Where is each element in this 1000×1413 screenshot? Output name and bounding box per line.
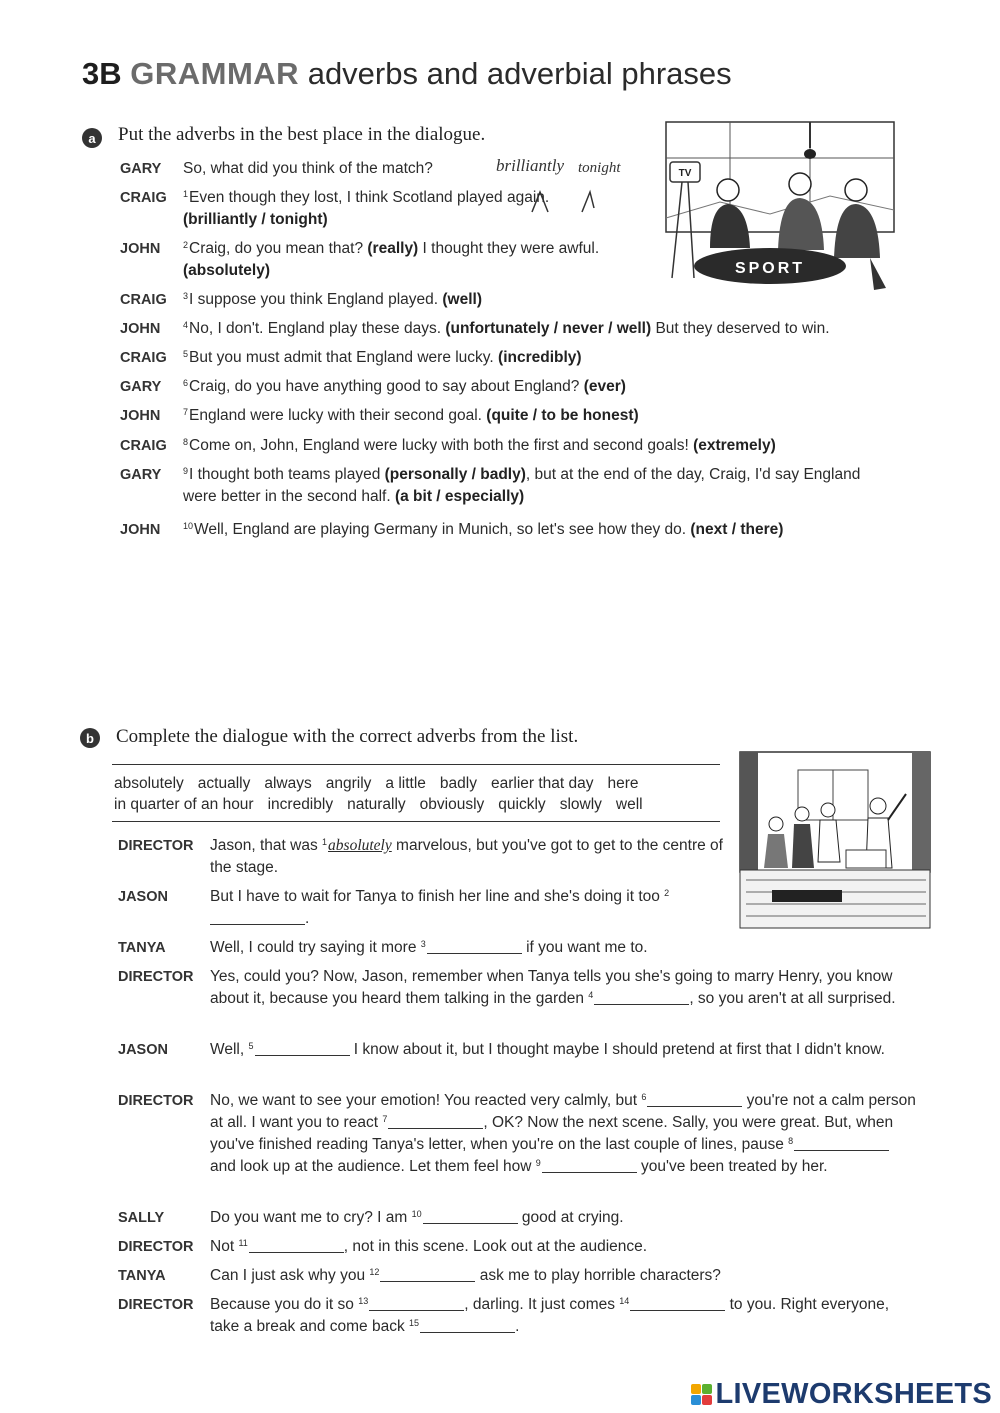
blank-number: 6 (641, 1092, 647, 1102)
answer-blank[interactable] (427, 938, 522, 954)
line-text: , but at the end of the day, Craig, I'd say England were better in the second half. (183, 466, 861, 505)
line-text: you've been treated by her. (636, 1158, 828, 1175)
line-text: But I have to wait for Tanya to finish her line and she's doing it too (210, 888, 665, 905)
dialogue-a-line (120, 405, 920, 427)
dialogue-a-line (120, 158, 500, 180)
logo-icon (691, 1384, 712, 1405)
word-list-row (112, 773, 720, 794)
line-text: Come on, John, England were lucky with both the first and second goals! (189, 437, 689, 454)
word-option: incredibly (267, 796, 334, 813)
dialogue-a-line (120, 289, 650, 311)
speaker-label: JOHN (120, 321, 161, 337)
word-option: angrily (325, 775, 372, 792)
answer-blank[interactable] (630, 1295, 725, 1311)
dialogue-a-line (120, 376, 920, 398)
exercise-a-instruction: Put the adverbs in the best place in the dialogue. (118, 124, 486, 145)
line-text: No, I don't. England play these days. (189, 320, 441, 337)
answer-blank[interactable] (420, 1317, 515, 1333)
line-text: Well, England are playing Germany in Munich, so let's see how they do. (194, 521, 687, 538)
dialogue-a-line (120, 347, 920, 369)
item-number: 4 (183, 320, 189, 330)
dialogue-b-line (118, 1039, 918, 1061)
item-number: 5 (183, 349, 189, 359)
line-text: if you want me to. (521, 939, 648, 956)
word-option: naturally (347, 796, 406, 813)
speaker-label: GARY (120, 161, 162, 177)
adverb-hint: (really) (367, 240, 419, 257)
dialogue-b-line (118, 1294, 918, 1338)
line-text: to you. Right everyone, take a break and come back (210, 1296, 890, 1335)
speaker-label: JOHN (120, 408, 161, 424)
item-number: 1 (183, 189, 189, 199)
blank-number: 1 (322, 837, 328, 847)
blank-number: 14 (619, 1296, 630, 1306)
answer-blank[interactable] (369, 1295, 464, 1311)
word-list-box (112, 764, 720, 822)
dialogue-a-line (120, 238, 650, 282)
item-number: 9 (183, 466, 189, 476)
theatre-rehearsal-illustration (736, 750, 934, 930)
adverb-hint: (brilliantly / tonight) (183, 211, 328, 228)
sports-studio-illustration (660, 118, 900, 300)
blank-number: 4 (588, 990, 594, 1000)
speaker-label: JOHN (120, 241, 161, 257)
handwritten-tonight: tonight (578, 160, 621, 176)
item-number: 3 (183, 291, 189, 301)
dialogue-b-line (118, 1265, 918, 1287)
speaker-label: CRAIG (120, 350, 167, 366)
item-number: 6 (183, 378, 189, 388)
sport-desk-label: SPORT (734, 260, 806, 277)
speaker-label: DIRECTOR (118, 1093, 194, 1109)
speaker-label: GARY (120, 467, 162, 483)
dialogue-b-line (118, 966, 918, 1010)
handwritten-brilliantly: brilliantly (496, 156, 564, 175)
line-text: . (515, 1318, 520, 1335)
line-text: Can I just ask why you (210, 1267, 370, 1284)
line-text: Even though they lost, I think Scotland played again. (189, 189, 550, 206)
word-option: badly (439, 775, 477, 792)
item-number: 7 (183, 407, 189, 417)
item-number: 2 (183, 240, 189, 250)
line-text: , so you aren't at all surprised. (689, 990, 896, 1007)
answer-blank[interactable] (423, 1208, 518, 1224)
answer-blank[interactable] (255, 1040, 350, 1056)
exercise-b-instruction: Complete the dialogue with the correct adverbs from the list. (116, 726, 579, 747)
blank-number: 9 (535, 1158, 541, 1168)
line-text: I thought they were awful. (422, 240, 600, 257)
speaker-label: DIRECTOR (118, 1297, 194, 1313)
speaker-label: DIRECTOR (118, 1239, 194, 1255)
adverb-hint: (extremely) (693, 437, 776, 454)
word-option: actually (197, 775, 251, 792)
line-text: England were lucky with their second goal. (189, 407, 482, 424)
line-text: No, we want to see your emotion! You reacted very calmly, but (210, 1092, 642, 1109)
blank-number: 5 (248, 1041, 254, 1051)
line-text: Yes, could you? Now, Jason, remember when Tanya tells you she's going to marry Henry, you know about it, because you heard them talking in the garden (210, 968, 893, 1007)
liveworksheets-logo (691, 1378, 993, 1411)
speaker-label: DIRECTOR (118, 838, 194, 854)
line-text: Craig, do you have anything good to say about England? (189, 378, 580, 395)
adverb-hint: (well) (442, 291, 482, 308)
answer-blank[interactable] (388, 1113, 483, 1129)
word-option: always (264, 775, 312, 792)
adverb-hint: (absolutely) (183, 262, 270, 279)
line-text: So, what did you think of the match? (183, 160, 433, 177)
line-text: Well, I could try saying it more (210, 939, 421, 956)
speaker-label: JASON (118, 889, 168, 905)
adverb-hint: (personally / badly) (384, 466, 526, 483)
speaker-label: CRAIG (120, 438, 167, 454)
speaker-label: SALLY (118, 1210, 165, 1226)
item-number: 8 (183, 437, 189, 447)
dialogue-a-line (120, 187, 650, 231)
word-option: slowly (559, 796, 602, 813)
answer-blank[interactable] (594, 989, 689, 1005)
line-text: Jason, that was (210, 837, 323, 854)
word-option: a little (385, 775, 426, 792)
line-text: Well, (210, 1041, 249, 1058)
line-text: But you must admit that England were lucky. (189, 349, 494, 366)
speaker-label: TANYA (118, 1268, 166, 1284)
dialogue-a-line (120, 519, 940, 541)
title-topic: adverbs and adverbial phrases (307, 56, 732, 91)
dialogue-b-line (118, 937, 728, 959)
line-text: Because you do it so (210, 1296, 359, 1313)
dialogue-a-line (120, 318, 920, 340)
word-option: in quarter of an hour (114, 796, 254, 813)
speaker-label: JASON (118, 1042, 168, 1058)
speaker-label: DIRECTOR (118, 969, 194, 985)
blank-number: 3 (420, 939, 426, 949)
line-text: , darling. It just comes (464, 1296, 620, 1313)
line-text: ask me to play horrible characters? (475, 1267, 721, 1284)
speaker-label: TANYA (118, 940, 166, 956)
answer-blank[interactable] (249, 1237, 344, 1253)
line-text: Not (210, 1238, 239, 1255)
blank-number: 13 (358, 1296, 369, 1306)
word-option: absolutely (114, 775, 184, 792)
line-text: , not in this scene. Look out at the audience. (343, 1238, 648, 1255)
title-section: GRAMMAR (130, 56, 300, 91)
dialogue-b-line (118, 886, 718, 930)
word-option: well (615, 796, 643, 813)
adverb-hint: (a bit / especially) (394, 488, 525, 505)
adverb-hint: (next / there) (690, 521, 784, 538)
dialogue-a-line (120, 464, 880, 508)
title-number: 3B (82, 56, 122, 91)
answer-blank[interactable] (647, 1091, 742, 1107)
word-list-row (112, 794, 720, 815)
blank-number: 10 (411, 1209, 422, 1219)
line-text: , OK? Now the next scene. Sally, you were great. But, when you've finished reading Tanya's letter, when you're on the last couple of lines, pause (210, 1114, 894, 1153)
line-text: Do you want me to cry? I am (210, 1209, 412, 1226)
line-text: and look up at the audience. Let them feel how (210, 1158, 536, 1175)
word-option: obviously (419, 796, 485, 813)
page-title (82, 56, 732, 92)
word-option: here (607, 775, 639, 792)
line-text: good at crying. (517, 1209, 624, 1226)
logo-text: LIVEWORKSHEETS (715, 1378, 992, 1410)
exercise-b-badge: b (80, 728, 100, 748)
blank-number: 15 (409, 1318, 420, 1328)
exercise-a-badge: a (82, 128, 102, 148)
blank-number: 7 (382, 1114, 388, 1124)
blank-number: 12 (369, 1267, 380, 1277)
speaker-label: JOHN (120, 522, 161, 538)
line-text: I thought both teams played (189, 466, 381, 483)
adverb-hint: (quite / to be honest) (486, 407, 639, 424)
dialogue-b-line (118, 1090, 918, 1178)
blank-number: 11 (238, 1238, 248, 1248)
word-option: quickly (498, 796, 546, 813)
line-text: you're not a calm person at all. I want you to react (210, 1092, 916, 1131)
adverb-hint: (unfortunately / never / well) (445, 320, 652, 337)
dialogue-b-line (118, 835, 728, 879)
item-number: 10 (183, 521, 194, 531)
blank-number: 2 (664, 888, 670, 898)
line-text: Craig, do you mean that? (189, 240, 364, 257)
line-text: But they deserved to win. (655, 320, 830, 337)
line-text: . (305, 910, 310, 927)
line-text: I know about it, but I thought maybe I should pretend at first that I didn't know. (349, 1041, 885, 1058)
dialogue-b-line (118, 1207, 918, 1229)
line-text: I suppose you think England played. (189, 291, 439, 308)
answer-blank[interactable] (542, 1157, 637, 1173)
adverb-hint: (incredibly) (498, 349, 582, 366)
speaker-label: CRAIG (120, 292, 167, 308)
speaker-label: GARY (120, 379, 162, 395)
line-text: marvelous, but you've got to get to the centre of the stage. (210, 837, 723, 876)
dialogue-a-line (120, 435, 940, 457)
speaker-label: CRAIG (120, 190, 167, 206)
answer-blank[interactable] (380, 1266, 475, 1282)
adverb-hint: (ever) (583, 378, 626, 395)
answer-blank[interactable] (794, 1135, 889, 1151)
tv-camera-label: TV (678, 168, 692, 179)
dialogue-b-line (118, 1236, 918, 1258)
blank-number: 8 (788, 1136, 794, 1146)
answer-blank[interactable] (210, 909, 305, 925)
word-option: earlier that day (490, 775, 594, 792)
answer-blank[interactable]: absolutely (328, 837, 392, 854)
